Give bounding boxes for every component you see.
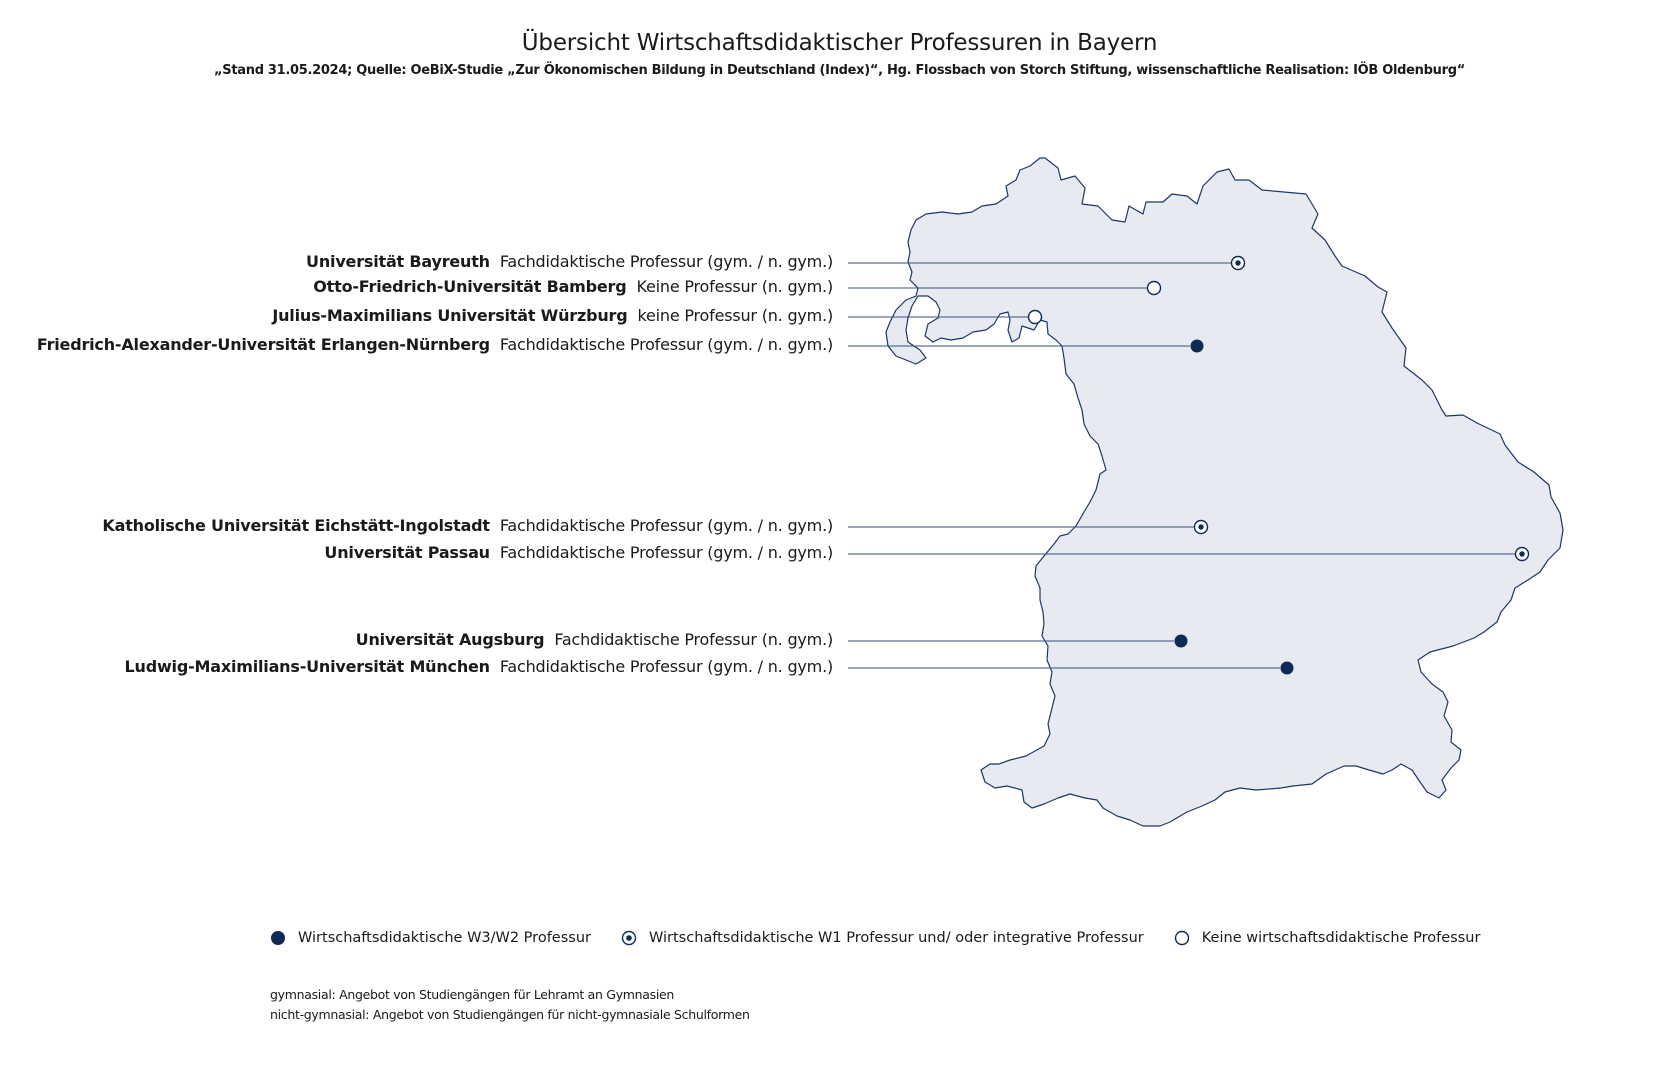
university-row [324,543,833,563]
note-gymnasial: gymnasial: Angebot von Studiengängen für Lehramt an Gymnasien [270,987,675,1002]
university-marker-none [1148,282,1161,295]
professorship-status: Fachdidaktische Professur (n. gym.) [554,630,833,649]
professorship-status: Keine Professur (n. gym.) [636,277,833,296]
professorship-status: keine Professur (n. gym.) [637,306,833,325]
university-row [272,306,833,326]
university-row [356,630,833,650]
professorship-status: Fachdidaktische Professur (gym. / n. gym.) [499,516,833,535]
university-marker-w3 [1175,635,1188,648]
university-name: Ludwig-Maximilians-Universität München [124,657,490,676]
university-name: Universität Augsburg [355,630,545,649]
university-row [306,252,833,272]
university-name: Julius-Maximilians Universität Würzburg [272,306,628,325]
university-name: Otto-Friedrich-Universität Bamberg [313,277,627,296]
empty-circle-icon [1174,930,1190,946]
legend-item-none [1174,930,1481,946]
legend-label-none: Keine wirtschaftsdidaktische Professur [1201,930,1481,946]
legend-label-w3: Wirtschaftsdidaktische W3/W2 Professur [298,930,591,946]
university-marker-w1 [1195,521,1208,534]
university-row [37,335,833,355]
legend-item-w3 [270,930,591,946]
note-nicht-gymnasial: nicht-gymnasial: Angebot von Studiengängen für nicht-gymnasiale Schulformen [270,1007,750,1022]
legend-item-w1 [621,930,1144,946]
university-row [102,516,833,536]
university-name: Katholische Universität Eichstätt-Ingolstadt [102,516,490,535]
filled-dot-icon [270,930,286,946]
source-subtitle: „Stand 31.05.2024; Quelle: OeBiX-Studie „Zur Ökonomischen Bildung in Deutschland (Index)“, Hg. Flossbach von Storch Stiftung, wissenschaftliche Realisation: IÖB Oldenburg“ [214,63,1465,78]
university-name: Friedrich-Alexander-Universität Erlangen-Nürnberg [36,335,490,354]
university-marker-w3 [1281,662,1294,675]
page-title: Übersicht Wirtschaftsdidaktischer Professuren in Bayern [521,30,1158,56]
professorship-status: Fachdidaktische Professur (gym. / n. gym.) [499,335,833,354]
university-row [125,657,833,677]
university-name: Universität Passau [324,543,490,562]
legend-label-w1: Wirtschaftsdidaktische W1 Professur und/ oder integrative Professur [648,930,1144,946]
university-marker-none [1029,311,1042,324]
professorship-status: Fachdidaktische Professur (gym. / n. gym.) [499,252,833,271]
university-marker-w1 [1232,257,1245,270]
university-row [313,277,833,297]
legend [270,928,1510,948]
university-marker-w3 [1191,340,1204,353]
ringed-dot-icon [621,930,637,946]
university-name: Universität Bayreuth [306,252,490,271]
bavaria-outline [886,158,1563,826]
professorship-status: Fachdidaktische Professur (gym. / n. gym.) [499,543,833,562]
university-marker-w1 [1516,548,1529,561]
professorship-status: Fachdidaktische Professur (gym. / n. gym.) [499,657,833,676]
